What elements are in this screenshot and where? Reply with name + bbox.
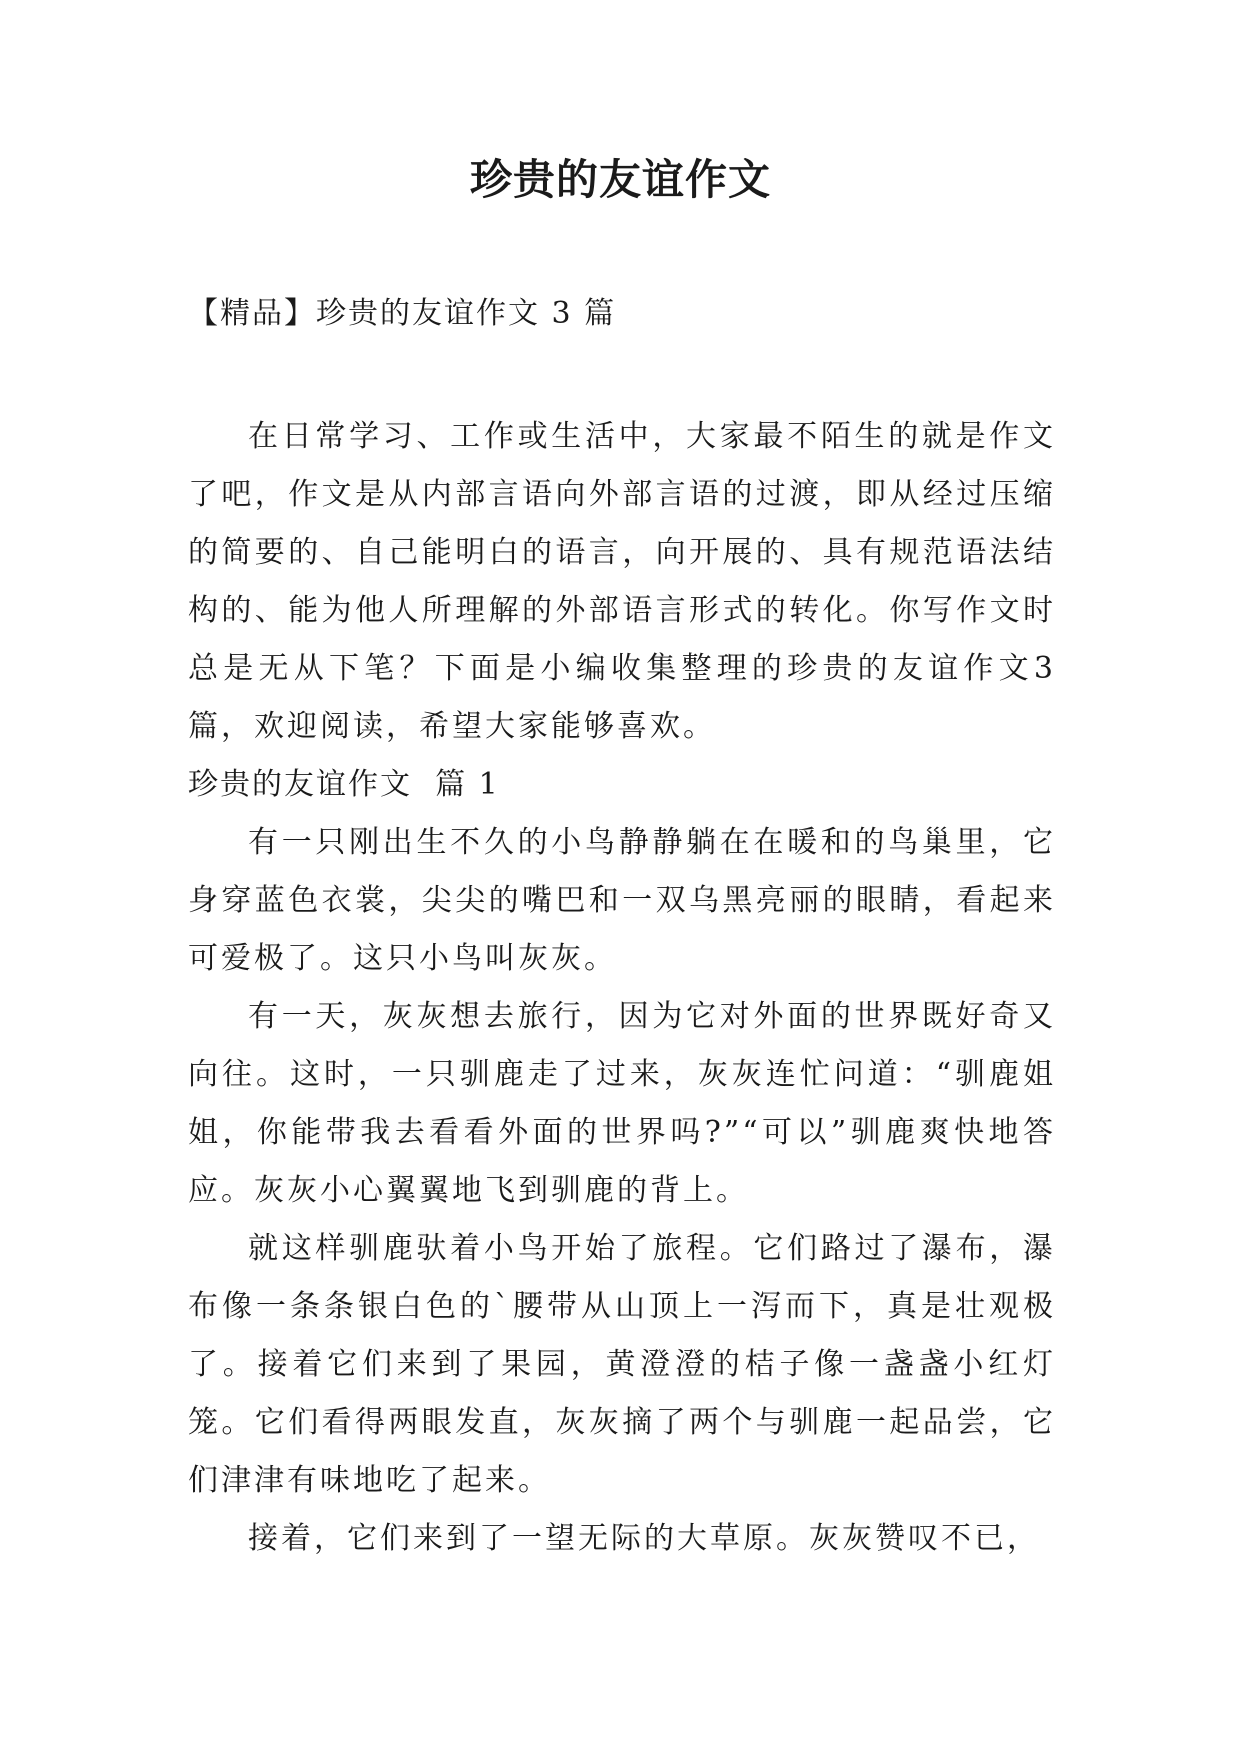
body-paragraph-3: 就这样驯鹿驮着小鸟开始了旅程。它们路过了瀑布，瀑布像一条条银白色的`腰带从山顶上一泻而下，真是壮观极了。接着它们来到了果园，黄澄澄的桔子像一盏盏小红灯笼。它们看得两眼发直，灰灰摘了两个与驯鹿一起品尝，它们津津有味地吃了起来。 [188,1231,1056,1498]
document-body [188,408,1056,1568]
body-paragraph-2: 有一天，灰灰想去旅行，因为它对外面的世界既好奇又向往。这时，一只驯鹿走了过来，灰灰连忙问道：“驯鹿姐姐，你能带我去看看外面的世界吗?”“可以”驯鹿爽快地答应。灰灰小心翼翼地飞到驯鹿的背上。 [188,999,1056,1208]
body-paragraph-4: 接着，它们来到了一望无际的大草原。灰灰赞叹不已， [248,1521,1040,1556]
document-subtitle: 【精品】珍贵的友谊作文 3 篇 [188,296,617,331]
intro-paragraph: 在日常学习、工作或生活中，大家最不陌生的就是作文了吧，作文是从内部言语向外部言语的过渡，即从经过压缩的简要的、自己能明白的语言，向开展的、具有规范语法结构的、能为他人所理解的外部语言形式的转化。你写作文时总是无从下笔？下面是小编收集整理的珍贵的友谊作文3篇，欢迎阅读，希望大家能够喜欢。 [188,419,1056,744]
body-paragraph-1: 有一只刚出生不久的小鸟静静躺在在暖和的鸟巢里，它身穿蓝色衣裳，尖尖的嘴巴和一双乌黑亮丽的眼睛，看起来可爱极了。这只小鸟叫灰灰。 [188,825,1056,976]
section-heading: 珍贵的友谊作文 篇 1 [188,767,500,802]
document-title: 珍贵的友谊作文 [469,155,771,204]
